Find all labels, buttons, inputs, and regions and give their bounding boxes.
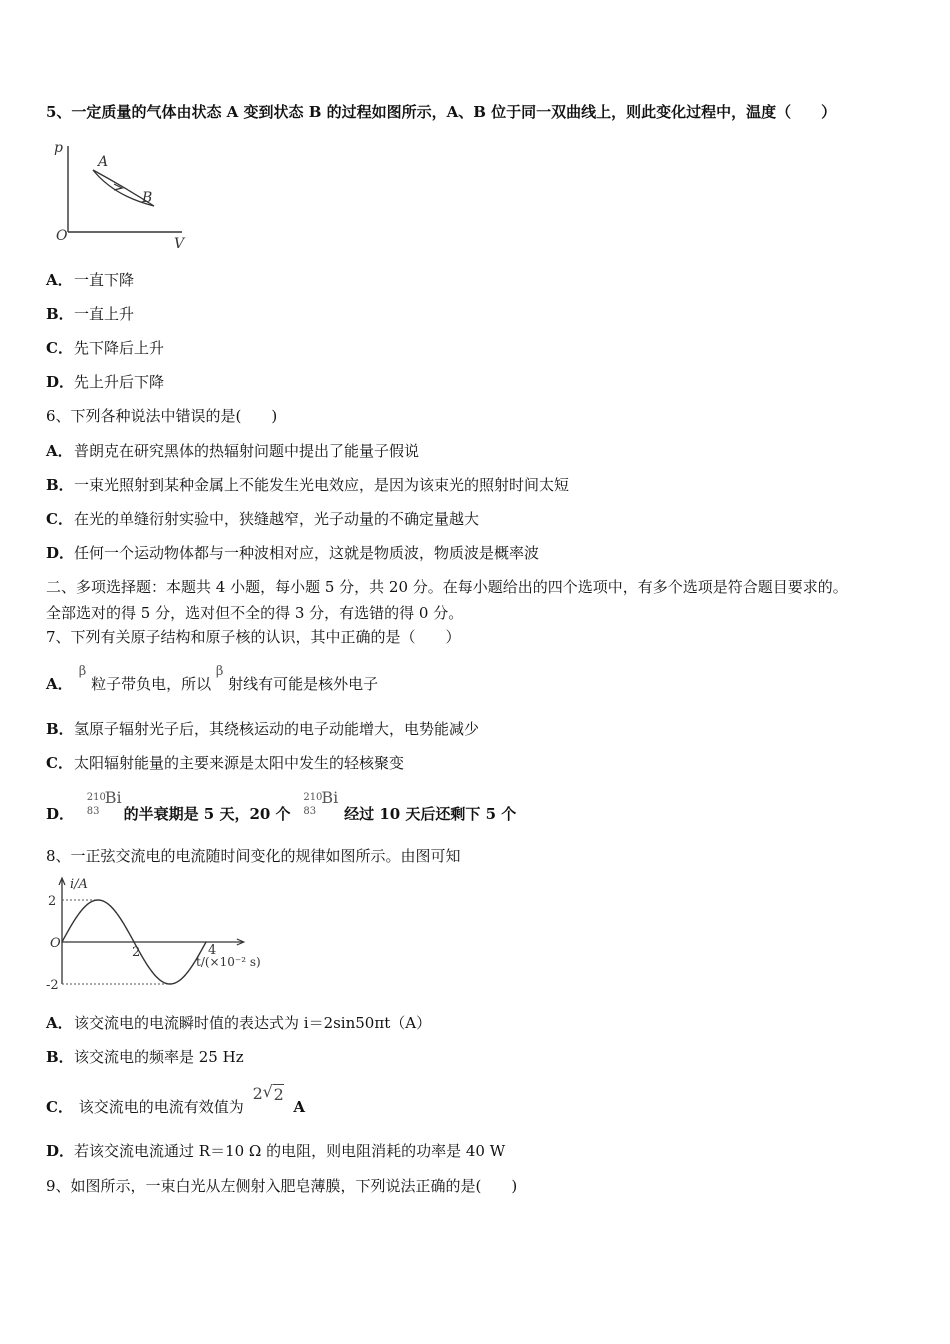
origin-label: O — [56, 228, 68, 244]
beta-symbol: β — [78, 664, 87, 679]
bi-isotope: 210 83 Bi — [303, 788, 339, 817]
q8-current-time-graph — [44, 872, 264, 996]
q6-stem: 6、下列各种说法中错误的是( ) — [46, 407, 278, 425]
y-tick-label: 2 — [48, 894, 57, 909]
y-tick-label: -2 — [46, 978, 59, 993]
q5-option-d: D．先上升后下降 — [46, 373, 165, 391]
data-point — [115, 912, 116, 913]
q5-option-a: A．一直下降 — [46, 271, 135, 289]
data-point — [97, 899, 98, 900]
y-axis-label: i/A — [70, 877, 88, 892]
x-tick-label: 4 — [208, 943, 217, 958]
q7-option-a: A． β 粒子带负电，所以 β 射线有可能是核外电子 — [46, 664, 379, 693]
point-b-label: B — [142, 190, 153, 206]
process-arrow — [114, 184, 122, 190]
section2-instructions-line1: 二、多项选择题：本题共 4 小题，每小题 5 分，共 20 分。在每小题给出的四个选项中，有多个选项是符合题目要求的。 — [46, 578, 848, 596]
q8-option-b: B．该交流电的频率是 25 Hz — [46, 1048, 244, 1066]
q6-option-d: D．任何一个运动物体都与一种波相对应，这就是物质波，物质波是概率波 — [46, 544, 540, 562]
q7-stem: 7、下列有关原子结构和原子核的认识，其中正确的是（ ） — [46, 628, 461, 646]
data-point — [187, 971, 188, 972]
data-point — [151, 971, 152, 972]
x-tick-label: 2 — [132, 945, 141, 960]
v-label: V — [174, 236, 185, 252]
p-label: p — [54, 140, 63, 156]
q7-option-b: B．氢原子辐射光子后，其绕核运动的电子动能增大，电势能减少 — [46, 720, 480, 738]
q5-pv-diagram — [46, 136, 196, 254]
q7-option-c: C．太阳辐射能量的主要来源是太阳中发生的轻核聚变 — [46, 754, 405, 772]
data-point — [133, 941, 134, 942]
beta-symbol: β — [215, 664, 224, 679]
q8-option-d: D．若该交流电流通过 R＝10 Ω 的电阻，则电阻消耗的功率是 40 W — [46, 1142, 506, 1160]
section2-instructions-line2: 全部选对的得 5 分，选对但不全的得 3 分，有选错的得 0 分。 — [46, 604, 464, 622]
q5-option-b: B．一直上升 — [46, 305, 135, 323]
bi-isotope: 210 83 Bi — [86, 788, 122, 817]
origin-label: O — [50, 936, 61, 951]
data-point — [169, 983, 170, 984]
q7-option-d: D． 210 83 Bi 的半衰期是 5 天，20 个 210 83 Bi 经过 10 天后还剩下 5 个 — [46, 788, 517, 823]
q6-option-c: C．在光的单缝衍射实验中，狭缝越窄，光子动量的不确定量越大 — [46, 510, 480, 528]
data-point — [79, 912, 80, 913]
q5-option-c: C．先下降后上升 — [46, 339, 165, 357]
data-point — [205, 941, 206, 942]
q5-stem: 5、一定质量的气体由状态 A 变到状态 B 的过程如图所示，A、B 位于同一双曲线上，则此变化过程中，温度（ ） — [46, 103, 837, 121]
q8-stem: 8、一正弦交流电的电流随时间变化的规律如图所示。由图可知 — [46, 847, 461, 865]
radical-sign-icon: √ — [262, 1082, 273, 1101]
data-point — [61, 941, 62, 942]
q6-option-a: A．普朗克在研究黑体的热辐射问题中提出了能量子假说 — [46, 442, 420, 460]
point-a-label: A — [98, 154, 109, 170]
x-axis-label: t/(×10⁻² s) — [196, 955, 261, 969]
q8-option-a: A．该交流电的电流瞬时值的表达式为 i＝2sin50πt（A） — [46, 1014, 432, 1032]
q9-stem: 9、如图所示，一束白光从左侧射入肥皂薄膜，下列说法正确的是( ) — [46, 1177, 518, 1195]
two-root-two: 2 √ 2 — [252, 1082, 284, 1104]
q6-option-b: B．一束光照射到某种金属上不能发生光电效应，是因为该束光的照射时间太短 — [46, 476, 570, 494]
q8-option-c: C． 该交流电的电流有效值为 2 √ 2 A — [46, 1082, 305, 1116]
